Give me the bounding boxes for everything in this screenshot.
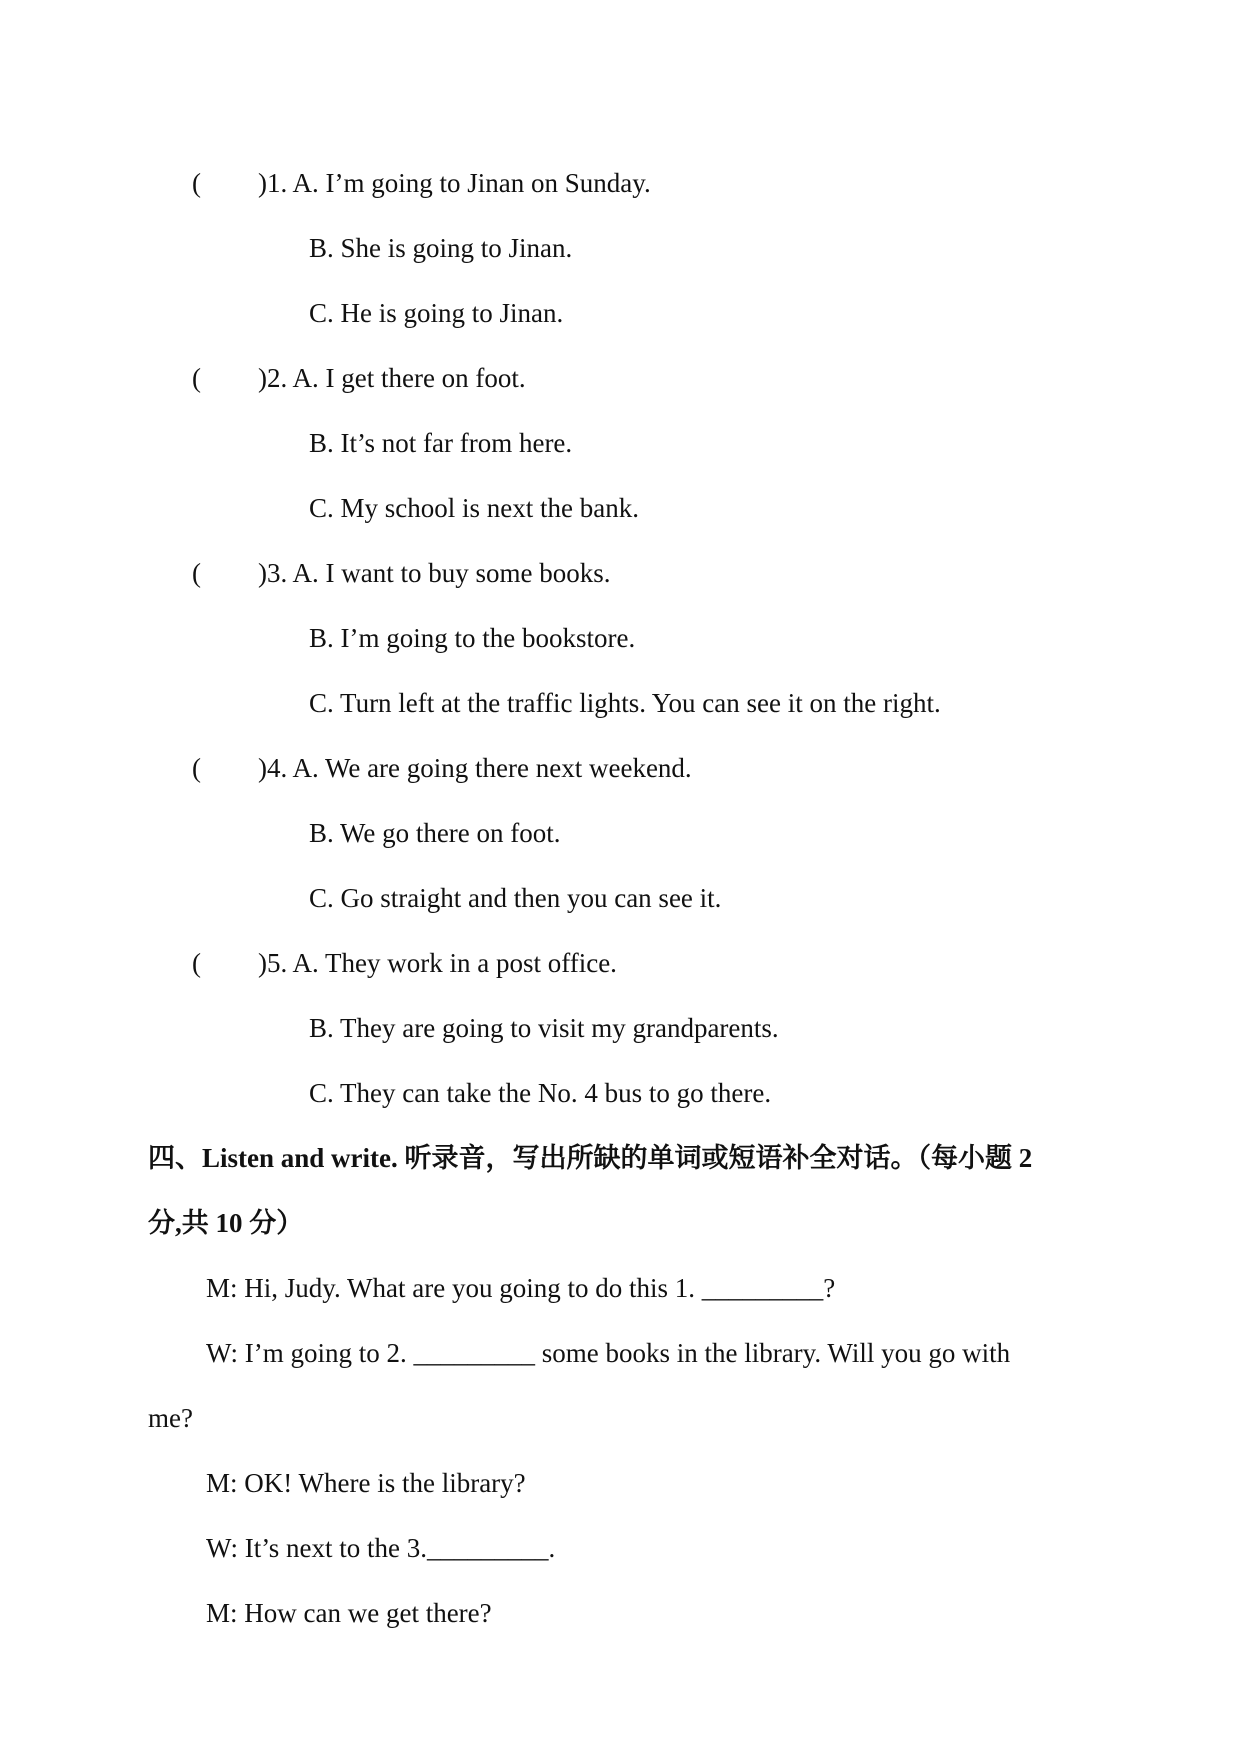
question-4-option-c: C. Go straight and then you can see it. [309,883,722,913]
dialog-line-2: W: I’m going to 2. _________ some books in the library. Will you go with [206,1338,1011,1368]
question-1-option-c: C. He is going to Jinan. [309,298,564,328]
dialog-line-3: M: OK! Where is the library? [206,1468,526,1498]
section-4-heading: 四、Listen and write. 听录音，写出所缺的单词或短语补全对话。（每小题 2 [148,1143,1033,1173]
answer-blank-open: ( [192,363,201,393]
answer-blank-open: ( [192,753,201,783]
question-4-option-a: )4. A. We are going there next weekend. [258,753,692,783]
question-5-option-b: B. They are going to visit my grandparents. [309,1013,779,1043]
dialog-line-2-cont: me? [148,1403,193,1433]
section-4-heading-cont: 分,共 10 分） [148,1208,304,1238]
dialog-line-4: W: It’s next to the 3._________. [206,1533,556,1563]
question-5-option-a: )5. A. They work in a post office. [258,948,617,978]
question-2-option-c: C. My school is next the bank. [309,493,639,523]
question-2-option-a: )2. A. I get there on foot. [258,363,526,393]
answer-blank-open: ( [192,948,201,978]
question-3-option-a: )3. A. I want to buy some books. [258,558,611,588]
dialog-line-1: M: Hi, Judy. What are you going to do this 1. _________? [206,1273,836,1303]
answer-blank-open: ( [192,558,201,588]
question-1-option-b: B. She is going to Jinan. [309,233,573,263]
question-5-option-c: C. They can take the No. 4 bus to go there. [309,1078,772,1108]
answer-blank-open: ( [192,168,201,198]
dialog-line-5: M: How can we get there? [206,1598,492,1628]
question-3-option-b: B. I’m going to the bookstore. [309,623,636,653]
question-1-option-a: )1. A. I’m going to Jinan on Sunday. [258,168,651,198]
question-4-option-b: B. We go there on foot. [309,818,561,848]
question-2-option-b: B. It’s not far from here. [309,428,573,458]
question-3-option-c: C. Turn left at the traffic lights. You can see it on the right. [309,688,941,718]
